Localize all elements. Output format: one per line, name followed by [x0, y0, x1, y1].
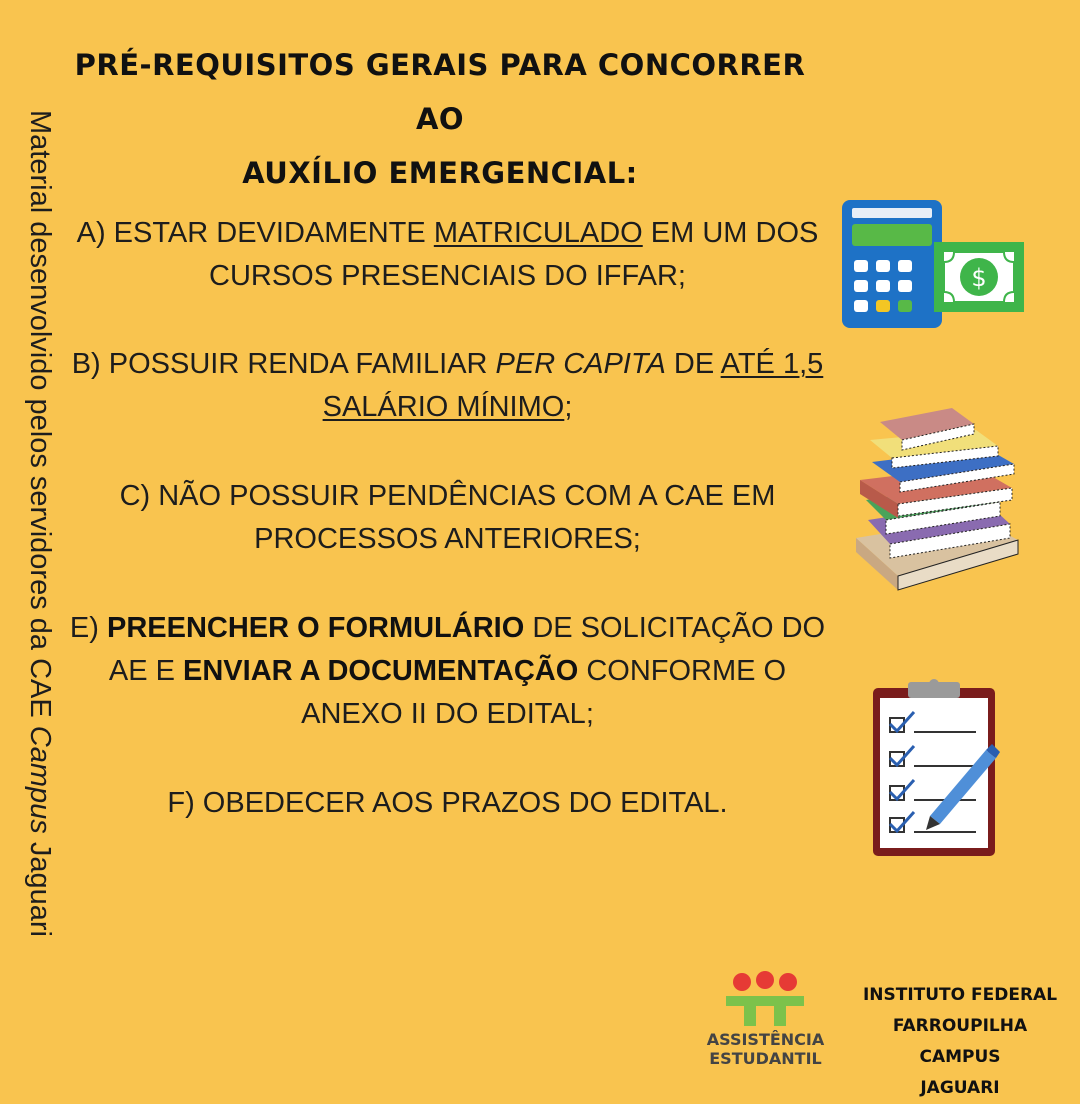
side-credit-italic: Campus [24, 725, 56, 834]
calculator-icon [838, 196, 1028, 332]
requirement-e-bold-2: ENVIAR A DOCUMENTAÇÃO [183, 655, 579, 687]
logo-line-2: ESTUDANTIL [709, 1049, 822, 1068]
requirement-b-underline: ATÉ 1,5 SALÁRIO MÍNIMO [322, 348, 824, 423]
requirement-e-bold-1: PREENCHER O FORMULÁRIO [106, 612, 525, 644]
assistencia-logo-text [698, 1030, 833, 1068]
svg-text:$: $ [971, 264, 987, 292]
institution-line-1: INSTITUTO FEDERAL [862, 985, 1058, 1005]
requirement-e [60, 607, 835, 736]
side-credit-end: Jaguari [24, 833, 56, 937]
requirement-a-underline: MATRICULADO [433, 217, 643, 249]
requirement-e-text: E) [69, 612, 107, 644]
requirement-c: C) NÃO POSSUIR PENDÊNCIAS COM A CAE EM PROCESSOS ANTERIORES; [119, 480, 776, 555]
requirement-b-text-mid: DE [665, 348, 721, 380]
side-credit [18, 110, 62, 1000]
requirement-f: F) OBEDECER AOS PRAZOS DO EDITAL. [167, 787, 728, 819]
requirement-b [60, 343, 835, 429]
requirement-e-text-mid: DE SOLICITAÇÃO DO AE E [108, 612, 826, 687]
books-stack-icon [850, 400, 1025, 595]
institution-name [850, 980, 1070, 1104]
requirement-b-italic: PER CAPITA [495, 348, 666, 380]
requirement-a [60, 212, 835, 298]
requirement-b-text: B) POSSUIR RENDA FAMILIAR [71, 348, 496, 380]
assistencia-logo-icon [724, 970, 806, 1028]
heading-line-2: AUXÍLIO EMERGENCIAL: [242, 156, 638, 190]
logo-line-1: ASSISTÊNCIA [706, 1030, 825, 1049]
institution-line-2: FARROUPILHA CAMPUS [892, 1016, 1028, 1067]
heading-line-1: PRÉ-REQUISITOS GERAIS PARA CONCORRER AO [74, 48, 806, 136]
clipboard-checklist-icon [868, 678, 1003, 863]
page-heading [60, 38, 820, 200]
requirement-a-text: A) ESTAR DEVIDAMENTE [76, 217, 434, 249]
requirement-e-text-end: CONFORME O ANEXO II DO EDITAL; [301, 655, 787, 730]
institution-line-3: JAGUARI [920, 1078, 1000, 1098]
side-credit-text: Material desenvolvido pelos servidores da CAE [24, 110, 56, 726]
money-bill-icon [934, 242, 1024, 312]
requirement-a-text-end: EM UM DOS CURSOS PRESENCIAIS DO IFFAR; [209, 217, 819, 292]
requirement-b-text-end: ; [564, 391, 573, 423]
